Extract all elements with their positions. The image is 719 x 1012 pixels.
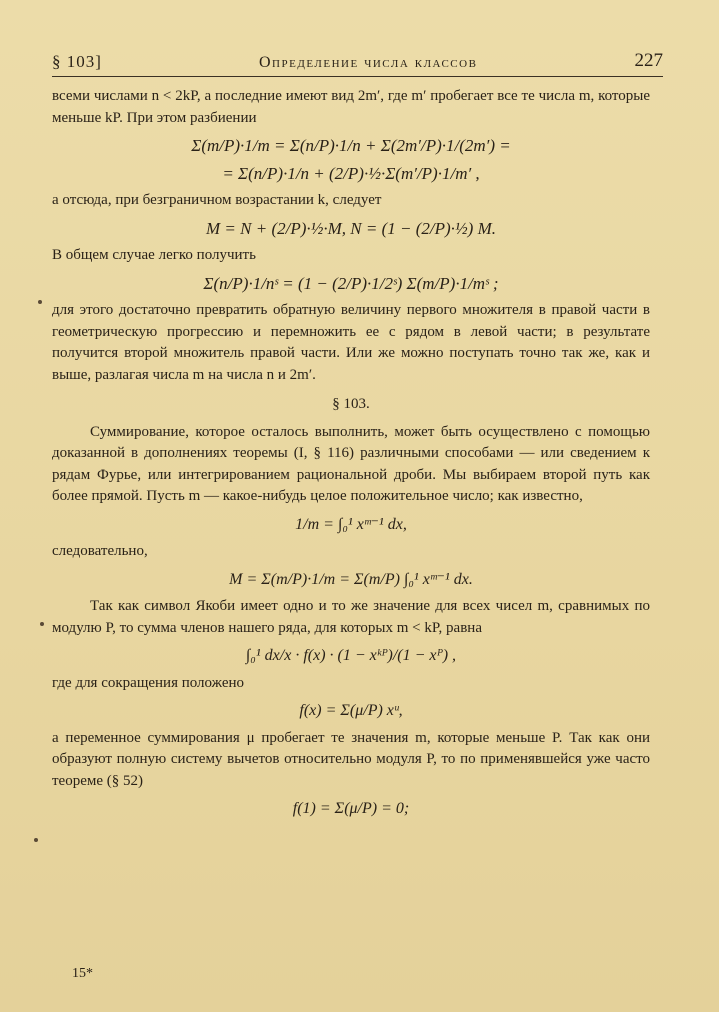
margin-speck <box>40 622 44 626</box>
page-body <box>52 86 650 826</box>
paragraph: Так как символ Якоби имеет одно и то же значение для всех чисел m, сравнимых по модулю P, то сумма членов нашего ряда, для которых m < kP, равна <box>52 598 650 636</box>
paragraph: для этого достаточно превратить обратную величину первого множителя в правой части в геометрическую прогрессию и перемножить ее с рядом в левой части; в результате получится второй множитель правой части. Или же можно поступать точно так же, как и выше, разлагая числа m на числа n и 2m′. <box>52 302 650 383</box>
paragraph: В общем случае легко получить <box>52 247 256 263</box>
equation: 1/m = ∫₀¹ xᵐ⁻¹ dx, <box>295 515 407 533</box>
page-number: 227 <box>634 50 663 71</box>
section-heading: § 103. <box>332 396 370 412</box>
equation: Σ(n/P)·1/nˢ = (1 − (2/P)·1/2ˢ) Σ(m/P)·1/mˢ ; <box>203 273 499 293</box>
equation: f(x) = Σ(μ/P) xᵘ, <box>299 702 403 719</box>
page-header <box>52 44 663 72</box>
header-rule <box>52 76 663 77</box>
equation: ∫₀¹ dx/x · f(x) · (1 − xᵏᴾ)/(1 − xᴾ) , <box>245 647 457 664</box>
running-title: Определение числа классов <box>259 54 478 71</box>
paragraph: всеми числами n < 2kP, а последние имеют вид 2m′, где m′ пробегает все те числа m, которые меньше kP. При этом разбиении <box>52 88 650 126</box>
paragraph: а переменное суммирования μ пробегает те значения m, которые меньше P. Так как они образуют полную систему вычетов относительно модуля P, то по применявшейся уже часто теореме (§ 52) <box>52 729 650 789</box>
margin-speck <box>34 838 38 842</box>
equation: = Σ(n/P)·1/n + (2/P)·½·Σ(m′/P)·1/m′ , <box>222 163 480 183</box>
paragraph: а отсюда, при безграничном возрастании k, следует <box>52 192 382 208</box>
equation: M = N + (2/P)·½·M, N = (1 − (2/P)·½) M. <box>206 218 496 238</box>
paragraph: где для сокращения положено <box>52 674 245 691</box>
equation: f(1) = Σ(μ/P) = 0; <box>292 800 410 817</box>
margin-speck <box>38 300 42 304</box>
paragraph: Суммирование, которое осталось выполнить, может быть осуществлено с помощью доказанной в дополнениях теоремы (I, § 116) различными способами — или сведением к рядам Фурье, или интегрированием рациональной дроби. Мы выбираем второй путь как более прямой. Пусть m — какое-нибудь целое положительное число; как известно, <box>52 423 650 504</box>
equation: M = Σ(m/P)·1/m = Σ(m/P) ∫₀¹ xᵐ⁻¹ dx. <box>229 570 473 588</box>
signature-mark: 15* <box>72 966 93 981</box>
equation: Σ(m/P)·1/m = Σ(n/P)·1/n + Σ(2m′/P)·1/(2m′) = <box>191 136 511 155</box>
section-ref: § 103] <box>52 52 102 71</box>
paragraph: следовательно, <box>52 543 148 559</box>
